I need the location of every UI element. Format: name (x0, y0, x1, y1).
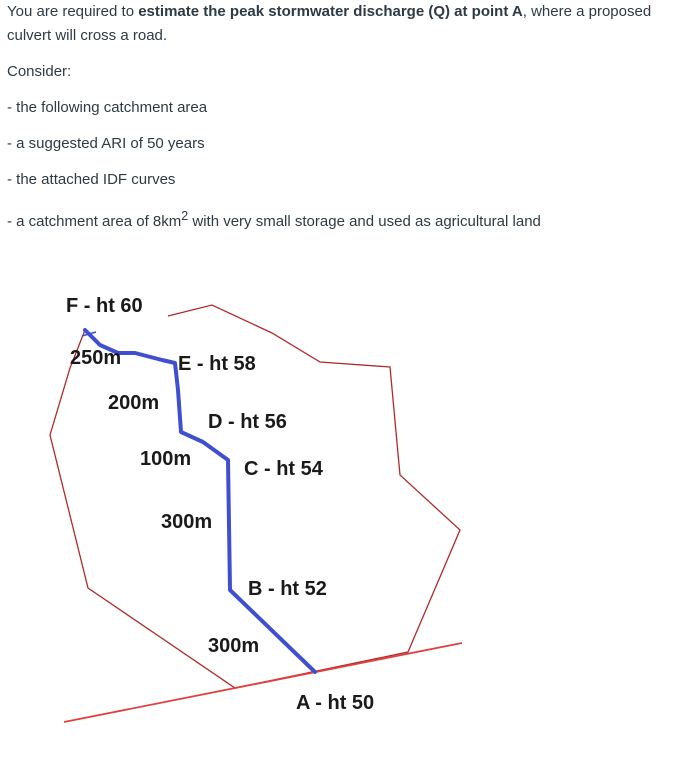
question-intro (7, 0, 687, 48)
question-text (7, 0, 687, 246)
segment-label-dc: 100m (140, 448, 192, 470)
point-label-c: C - ht 54 (244, 458, 323, 480)
point-label-d: D - ht 56 (208, 411, 287, 433)
intro-prefix: You are required to (7, 3, 139, 20)
segment-label-ba: 300m (208, 635, 260, 657)
intro-bold: estimate the peak stormwater discharge (Q) at point A (138, 3, 523, 20)
road-line (64, 643, 462, 722)
point-label-f: F - ht 60 (66, 295, 143, 317)
area-prefix: - a catchment area of 8km (7, 213, 182, 230)
point-label-a: A - ht 50 (296, 692, 375, 714)
consider-label: Consider: (7, 63, 72, 80)
consider-item-catchment: - the following catchment area (7, 99, 208, 116)
point-label-b: B - ht 52 (248, 578, 327, 600)
catchment-svg (0, 250, 695, 771)
catchment-diagram (0, 250, 695, 771)
intro-suffix: , where a proposed culvert will cross a road. (7, 3, 652, 44)
segment-label-cb: 300m (161, 511, 213, 533)
point-label-e: E - ht 58 (178, 353, 256, 375)
segment-label-fe: 250m (70, 347, 122, 369)
consider-item-idf: - the attached IDF curves (7, 171, 176, 188)
consider-item-area (7, 204, 687, 234)
consider-item-ari: - a suggested ARI of 50 years (7, 135, 205, 152)
area-superscript: 2 (181, 209, 189, 223)
area-suffix: with very small storage and used as agricultural land (188, 213, 541, 230)
segment-label-ed: 200m (108, 392, 160, 414)
stream-path (85, 330, 315, 672)
